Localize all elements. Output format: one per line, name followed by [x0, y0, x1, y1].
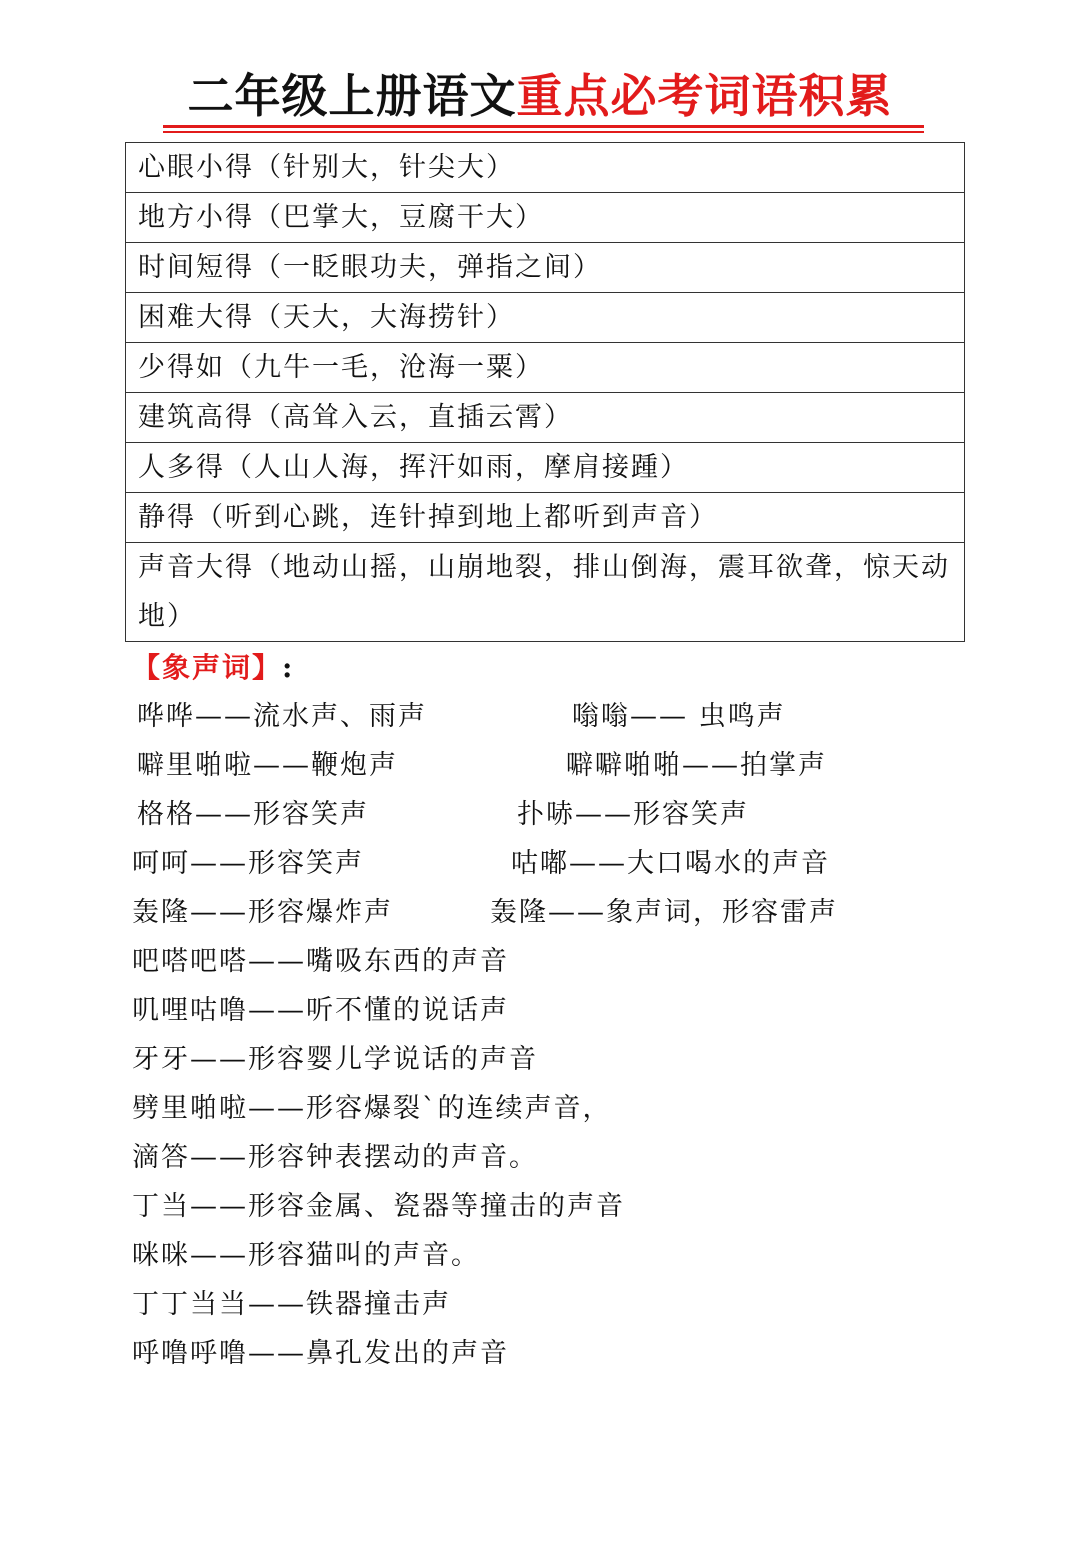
table-row — [126, 493, 965, 543]
onomatopoeia-item: 咕嘟——大口喝水的声音 — [511, 848, 830, 879]
table-row — [126, 343, 965, 393]
onomatopoeia-item: 劈里啪啦——形容爆裂`的连续声音， — [132, 1093, 612, 1124]
section-label: 【象声词】 — [132, 651, 283, 684]
onomatopoeia-item: 滴答——形容钟表摆动的声音。 — [132, 1142, 538, 1173]
onomatopoeia-item: 叽哩咕噜——听不懂的说话声 — [132, 995, 509, 1026]
onomatopoeia-item: 扑哧——形容笑声 — [517, 799, 749, 830]
table-row — [126, 393, 965, 443]
onomatopoeia-item: 哗哗——流水声、雨声 — [137, 701, 427, 732]
idiom-cell: 地方小得（巴掌大，豆腐干大） — [126, 193, 965, 243]
table-row — [126, 543, 965, 642]
idiom-cell: 心眼小得（针别大，针尖大） — [126, 143, 965, 193]
idiom-cell: 少得如（九牛一毛，沧海一粟） — [126, 343, 965, 393]
onomatopoeia-item: 噼噼啪啪——拍掌声 — [566, 750, 827, 781]
onomatopoeia-item: 吧嗒吧嗒——嘴吸东西的声音 — [132, 946, 509, 977]
table-row — [126, 193, 965, 243]
page-title — [0, 66, 1080, 126]
idiom-cell: 困难大得（天大，大海捞针） — [126, 293, 965, 343]
onomatopoeia-item: 牙牙——形容婴儿学说话的声音 — [132, 1044, 538, 1075]
table-row — [126, 143, 965, 193]
onomatopoeia-item: 丁丁当当——铁器撞击声 — [132, 1289, 451, 1320]
table-row — [126, 293, 965, 343]
idiom-cell: 静得（听到心跳，连针掉到地上都听到声音） — [126, 493, 965, 543]
idiom-cell: 建筑高得（高耸入云，直插云霄） — [126, 393, 965, 443]
onomatopoeia-item: 轰隆——象声词，形容雷声 — [490, 897, 838, 928]
idiom-cell: 声音大得（地动山摇，山崩地裂，排山倒海，震耳欲聋，惊天动地） — [126, 543, 965, 642]
title-black-part: 二年级上册语文 — [187, 69, 517, 123]
idiom-table — [125, 142, 965, 642]
idiom-cell: 人多得（人山人海，挥汗如雨，摩肩接踵） — [126, 443, 965, 493]
onomatopoeia-item: 呵呵——形容笑声 — [132, 848, 364, 879]
onomatopoeia-item: 嗡嗡—— 虫鸣声 — [572, 701, 786, 732]
title-underline — [163, 125, 924, 128]
section-colon: : — [282, 651, 295, 684]
title-underline-secondary — [163, 131, 924, 133]
table-row — [126, 443, 965, 493]
onomatopoeia-item: 噼里啪啦——鞭炮声 — [137, 750, 398, 781]
onomatopoeia-item: 格格——形容笑声 — [137, 799, 369, 830]
section-heading — [132, 648, 294, 688]
table-row — [126, 243, 965, 293]
onomatopoeia-item: 丁当——形容金属、瓷器等撞击的声音 — [132, 1191, 625, 1222]
idiom-cell: 时间短得（一眨眼功夫，弹指之间） — [126, 243, 965, 293]
onomatopoeia-item: 轰隆——形容爆炸声 — [132, 897, 393, 928]
title-red-part: 重点必考词语积累 — [516, 69, 893, 123]
onomatopoeia-item: 咪咪——形容猫叫的声音。 — [132, 1240, 480, 1271]
onomatopoeia-item: 呼噜呼噜——鼻孔发出的声音 — [132, 1338, 509, 1369]
